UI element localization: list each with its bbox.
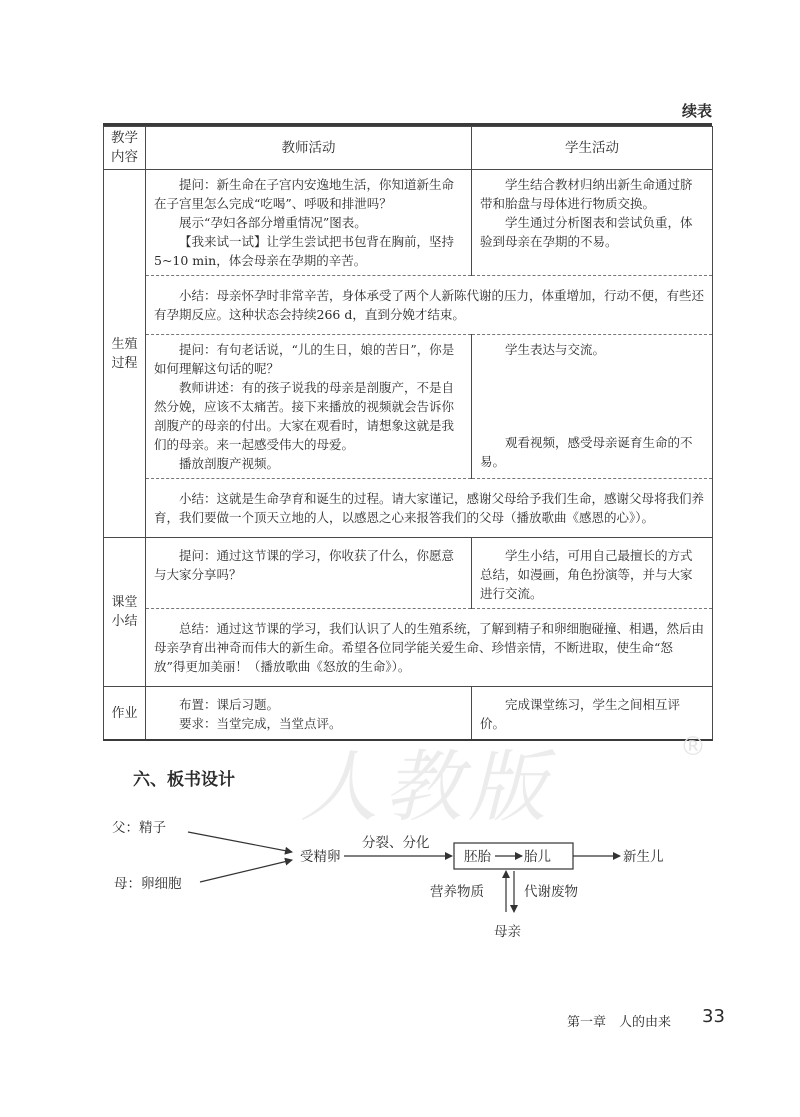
summary-cell	[146, 609, 713, 687]
student-paragraph: 完成课堂练习，学生之间相互评价。	[480, 697, 681, 731]
lesson-plan-table	[103, 126, 713, 741]
arrow-egg-to-zygote	[200, 860, 292, 882]
teacher-paragraph: 要求：当堂完成，当堂点评。	[179, 716, 342, 731]
teacher-paragraph: 提问：新生命在子宫内安逸地生活，你知道新生命在子宫里怎么完成“吃喝”、呼吸和排泄吗？	[154, 177, 455, 211]
header-content: 教学内容	[104, 127, 146, 170]
summary-text: 小结：这就是生命孕育和诞生的过程。请大家谨记，感谢父母给予我们生命，感谢父母将我们养育，我们要做一个顶天立地的人，以感恩之心来报答我们的父母（播放歌曲《感恩的心》）。	[154, 491, 705, 525]
student-activity-cell	[472, 538, 713, 609]
teacher-activity-cell	[146, 335, 472, 479]
teacher-activity-cell	[146, 538, 472, 609]
summary-text: 总结：通过这节课的学习，我们认识了人的生殖系统，了解到精子和卵细胞碰撞、相遇，然后由母亲孕育出神奇而伟大的新生命。希望各位同学能关爱生命、珍惜亲情，不断进取，使生命“怒放”得更加美丽！（播放歌曲《怒放的生命》）。	[154, 621, 705, 674]
registered-mark: ®	[680, 732, 706, 762]
student-paragraph: 观看视频，感受母亲诞育生命的不易。	[480, 435, 693, 469]
section-title: 六、板书设计	[133, 770, 235, 790]
mother-egg-label: 母：卵细胞	[114, 876, 182, 892]
table-row	[104, 538, 713, 609]
fetus-label: 胎儿	[524, 849, 551, 865]
table-row	[104, 479, 713, 538]
publisher-watermark: 人教版	[300, 743, 553, 833]
header-student: 学生活动	[472, 127, 713, 170]
table-row	[104, 170, 713, 276]
mother-body-label: 母亲	[494, 924, 521, 940]
student-paragraph: 学生表达与交流。	[505, 342, 606, 357]
teacher-activity-cell	[146, 170, 472, 276]
arrow-sperm-to-zygote	[188, 832, 292, 852]
header-teacher: 教师活动	[146, 127, 472, 170]
teacher-paragraph: 展示“孕妇各部分增重情况”图表。	[179, 215, 367, 230]
division-differentiation-label: 分裂、分化	[362, 835, 430, 851]
nutrients-label: 营养物质	[430, 884, 484, 900]
table-row	[104, 335, 713, 479]
section-label-homework: 作业	[104, 687, 146, 741]
teacher-paragraph: 【我来试一试】让学生尝试把书包背在胸前，坚持5~10 min，体会母亲在孕期的辛苦。	[154, 234, 455, 268]
section-label-class-summary: 课堂小结	[104, 538, 146, 687]
newborn-label: 新生儿	[623, 849, 664, 865]
table-header-row	[104, 127, 713, 170]
fertilized-egg-label: 受精卵	[300, 849, 341, 865]
summary-cell	[146, 479, 713, 538]
student-paragraph: 学生通过分析图表和尝试负重，体验到母亲在孕期的不易。	[480, 215, 693, 249]
table-row	[104, 609, 713, 687]
chapter-title: 第一章 人的由来	[567, 1015, 672, 1030]
teacher-paragraph: 提问：有句老话说，“儿的生日，娘的苦日”，你是如何理解这句话的呢？	[154, 342, 455, 376]
teacher-paragraph: 布置：课后习题。	[179, 697, 280, 712]
continued-table-label: 续表	[681, 102, 712, 120]
wastes-label: 代谢废物	[524, 884, 578, 900]
father-sperm-label: 父：精子	[112, 820, 166, 836]
student-activity-cell	[472, 335, 713, 479]
teacher-paragraph: 提问：通过这节课的学习，你收获了什么，你愿意与大家分享吗？	[154, 548, 455, 582]
summary-cell	[146, 276, 713, 335]
student-paragraph: 学生结合教材归纳出新生命通过脐带和胎盘与母体进行物质交换。	[480, 177, 693, 211]
section-label-reproduction: 生殖过程	[104, 170, 146, 538]
page-number: 33	[702, 1006, 725, 1027]
student-paragraph: 学生小结，可用自己最擅长的方式总结，如漫画，角色扮演等，并与大家进行交流。	[480, 548, 693, 601]
teacher-paragraph: 播放剖腹产视频。	[179, 456, 280, 471]
embryo-label: 胚胎	[464, 849, 491, 865]
student-activity-cell	[472, 170, 713, 276]
summary-text: 小结：母亲怀孕时非常辛苦，身体承受了两个人新陈代谢的压力，体重增加，行动不便，有些还有孕期反应。这种状态会持续266 d，直到分娩才结束。	[154, 288, 705, 322]
blackboard-diagram	[100, 810, 720, 950]
teacher-paragraph: 教师讲述：有的孩子说我的母亲是剖腹产，不是自然分娩，应该不太痛苦。接下来播放的视频就会告诉你剖腹产的母亲的付出。大家在观看时，请想象这就是我们的母亲。来一起感受伟大的母爱。	[154, 380, 455, 452]
table-row	[104, 276, 713, 335]
